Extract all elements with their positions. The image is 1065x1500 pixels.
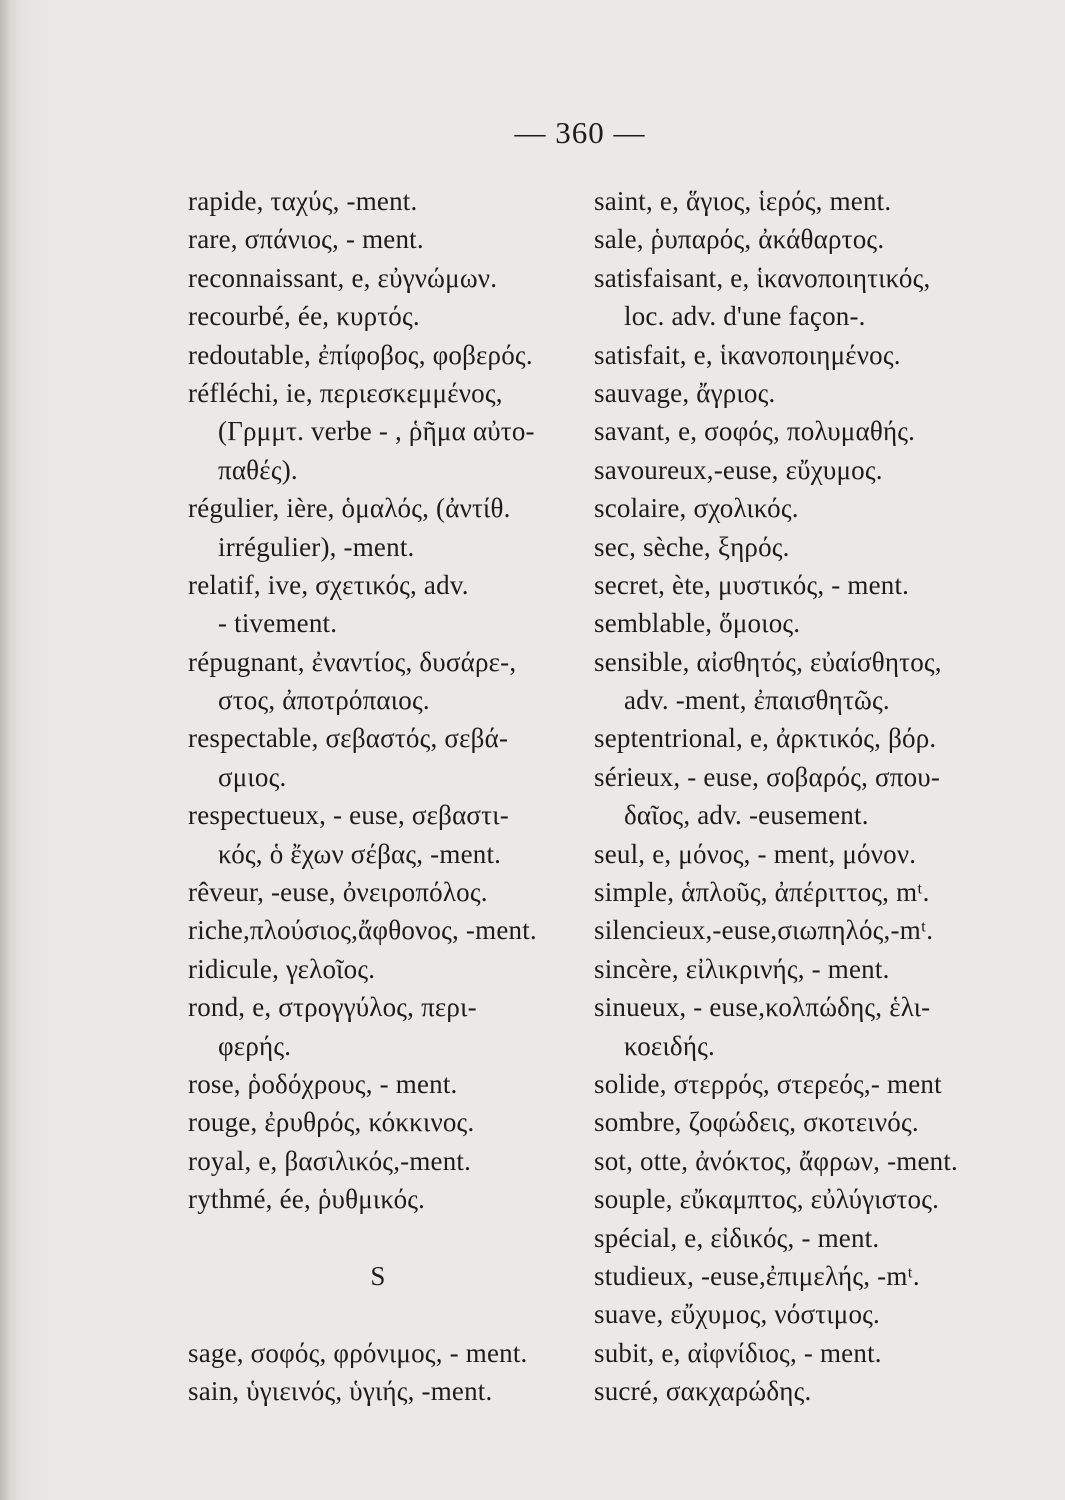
dictionary-entry-continuation: (Γρμμτ. verbe - , ῥῆμα αὐτο- — [218, 416, 535, 447]
dictionary-entry: sage, σοφός, φρόνιμος, - ment. — [188, 1337, 528, 1368]
dictionary-entry: subit, e, αἰφνίδιος, - ment. — [594, 1337, 882, 1368]
dictionary-entry: satisfaisant, e, ἱκανοποιητικός, — [594, 262, 931, 293]
dictionary-entry: solide, στερρός, στερεός,- ment — [594, 1068, 942, 1099]
dictionary-entry: sain, ὑγιεινός, ὑγιής, -ment. — [188, 1376, 493, 1407]
page-number: — 360 — — [514, 115, 646, 150]
dictionary-entry: relatif, ive, σχετικός, adv. — [188, 569, 469, 600]
dictionary-entry: semblable, ὅμοιος. — [594, 608, 801, 639]
left-column — [188, 182, 578, 1411]
dictionary-entry: redoutable, ἐπίφοβος, φοβερός. — [188, 339, 533, 370]
dictionary-entry: réfléchi, ie, περιεσκεμμένος, — [188, 377, 503, 408]
dictionary-entry: recourbé, ée, κυρτός. — [188, 301, 420, 332]
dictionary-entry-continuation: loc. adv. d'une façon-. — [624, 301, 866, 332]
dictionary-entry-continuation: - tivement. — [218, 608, 338, 639]
dictionary-entry: studieux, -euse,ἐπιμελής, -mᵗ. — [594, 1260, 920, 1291]
dictionary-entry: saint, e, ἅγιος, ἱερός, ment. — [594, 186, 892, 216]
dictionary-entry: riche,πλούσιος,ἄφθονος, -ment. — [188, 915, 537, 946]
dictionary-entry: sot, otte, ἀνόκτος, ἄφρων, -ment. — [594, 1145, 959, 1176]
dictionary-entry: sérieux, - euse, σοβαρός, σπου- — [594, 761, 941, 792]
dictionary-entry-continuation: adv. -ment, ἐπαισθητῶς. — [624, 685, 890, 716]
dictionary-entry: silencieux,-euse,σιωπηλός,-mᵗ. — [594, 915, 934, 946]
dictionary-entry: sec, sèche, ξηρός. — [594, 531, 790, 562]
dictionary-entry: reconnaissant, e, εὐγνώμων. — [188, 262, 498, 293]
dictionary-entry: sale, ῥυπαρός, ἀκάθαρτος. — [594, 224, 885, 255]
dictionary-entry: respectable, σεβαστός, σεβά- — [188, 723, 509, 754]
dictionary-entry: souple, εὔκαμπτος, εὐλύγιστος. — [594, 1184, 940, 1215]
dictionary-entry: scolaire, σχολικός. — [594, 493, 799, 524]
dictionary-entry-continuation: φερής. — [218, 1030, 292, 1061]
dictionary-entry: rond, e, στρογγύλος, περι- — [188, 992, 477, 1023]
dictionary-entry: rouge, ἐρυθρός, κόκκινος. — [188, 1107, 475, 1138]
dictionary-entry: secret, ète, μυστικός, - ment. — [594, 569, 910, 600]
dictionary-entry: rose, ῥοδόχρους, - ment. — [188, 1068, 458, 1099]
dictionary-entry-continuation: δαῖος, adv. -eusement. — [624, 800, 869, 831]
dictionary-entry: savant, e, σοφός, πολυμαθής. — [594, 416, 916, 447]
dictionary-entry: simple, ἁπλοῦς, ἀπέριττος, mᵗ. — [594, 877, 930, 908]
dictionary-entry: suave, εὔχυμος, νόστιμος. — [594, 1299, 880, 1330]
dictionary-entry: rêveur, -euse, ὀνειροπόλος. — [188, 877, 488, 908]
dictionary-entry: rythmé, ée, ῥυθμικός. — [188, 1184, 426, 1215]
dictionary-entry: sauvage, ἄγριος. — [594, 377, 776, 408]
dictionary-entry: rapide, ταχύς, -ment. — [188, 186, 418, 216]
dictionary-entry: sensible, αἰσθητός, εὐαίσθητος, — [594, 646, 942, 677]
dictionary-entry: sucré, σακχαρώδης. — [594, 1376, 812, 1407]
right-column — [594, 182, 994, 1411]
dictionary-entry: seul, e, μόνος, - ment, μόνον. — [594, 838, 917, 869]
dictionary-entry: royal, e, βασιλικός,-ment. — [188, 1145, 472, 1176]
dictionary-entry: respectueux, - euse, σεβαστι- — [188, 800, 509, 831]
dictionary-entry: régulier, ière, ὁμαλός, (ἀντίθ. — [188, 493, 511, 524]
dictionary-entry-continuation: σμιος. — [218, 761, 287, 792]
dictionary-entry: sinueux, - euse,κολπώδης, ἑλι- — [594, 992, 931, 1023]
dictionary-entry-continuation: κοειδής. — [624, 1030, 715, 1061]
dictionary-entry: savoureux,-euse, εὔχυμος. — [594, 454, 883, 485]
dictionary-entry: sombre, ζοφώδεις, σκοτεινός. — [594, 1107, 919, 1138]
blank-line — [188, 1295, 578, 1333]
dictionary-entry: sincère, εἰλικρινής, - ment. — [594, 953, 890, 984]
dictionary-entry: ridicule, γελοῖος. — [188, 953, 376, 984]
dictionary-entry: satisfait, e, ἱκανοποιημένος. — [594, 339, 901, 370]
dictionary-entry-continuation: στος, ἀποτρόπαιος. — [218, 685, 430, 716]
dictionary-entry-continuation: κός, ὁ ἔχων σέβας, -ment. — [218, 838, 502, 869]
dictionary-entry: rare, σπάνιος, - ment. — [188, 224, 424, 255]
section-letter-heading: S — [370, 1260, 386, 1291]
blank-line — [188, 1219, 578, 1257]
dictionary-entry: septentrional, e, ἀρκτικός, βόρ. — [594, 723, 937, 754]
dictionary-entry-continuation: παθές). — [218, 454, 298, 485]
dictionary-entry: spécial, e, εἰδικός, - ment. — [594, 1222, 880, 1253]
dictionary-entry-continuation: irrégulier), -ment. — [218, 531, 415, 562]
dictionary-entry: répugnant, ἐναντίος, δυσάρε-, — [188, 646, 517, 677]
